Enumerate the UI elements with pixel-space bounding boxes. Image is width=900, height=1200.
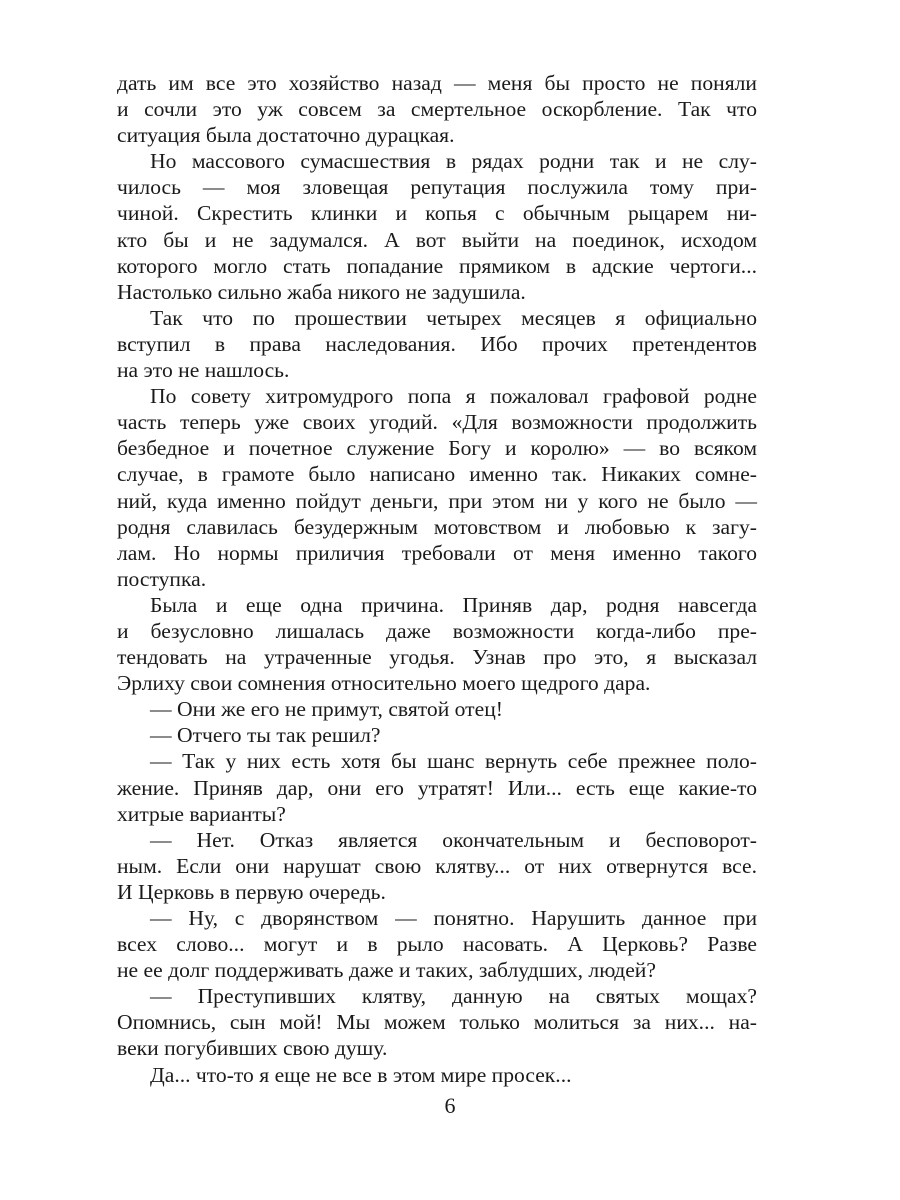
text-line: поступка.: [117, 566, 207, 591]
text-line: родня славилась безудержным мотовством и любовью к загу-: [117, 514, 757, 539]
dialogue-line: — Отчего ты так решил?: [150, 723, 381, 748]
text-line: всех слово... могут и в рыло насовать. А Церковь? Разве: [117, 932, 757, 957]
page-text: [117, 70, 757, 1088]
text-line: По совету хитромудрого попа я пожаловал графовой родне: [150, 384, 757, 409]
dialogue-line: — Преступивших клятву, данную на святых мощах?: [150, 984, 757, 1009]
text-line: ситуация была достаточно дурацкая.: [117, 123, 455, 148]
text-line: тендовать на утраченные угодья. Узнав про это, я высказал: [117, 645, 757, 670]
page-number: 6: [444, 1093, 456, 1118]
text-line: дать им все это хозяйство назад — меня бы просто не поняли: [117, 71, 757, 95]
text-line: веки погубивших свою душу.: [117, 1036, 388, 1061]
text-line: которого могло стать попадание прямиком в адские чертоги...: [117, 253, 757, 278]
text-line: Так что по прошествии четырех месяцев я официально: [150, 305, 757, 330]
dialogue-line: — Так у них есть хотя бы шанс вернуть себе прежнее поло-: [150, 749, 757, 774]
text-line: кто бы и не задумался. А вот выйти на поединок, исходом: [117, 227, 757, 252]
text-line: часть теперь уже своих угодий. «Для возможности продолжить: [117, 410, 757, 435]
text-line: чиной. Скрестить клинки и копья с обычным рыцарем ни-: [117, 201, 757, 226]
text-line: Настолько сильно жаба никого не задушила.: [117, 279, 526, 304]
text-line: и сочли это уж совсем за смертельное оскорбление. Так что: [117, 97, 757, 122]
text-line: Опомнись, сын мой! Мы можем только молиться за них... на-: [117, 1010, 757, 1035]
text-line: и безусловно лишалась даже возможности когда-либо пре-: [117, 618, 757, 643]
text-line: Но массового сумасшествия в рядах родни так и не слу-: [150, 149, 757, 174]
text-line: случае, в грамоте было написано именно так. Никаких сомне-: [117, 462, 757, 487]
text-line: И Церковь в первую очередь.: [117, 879, 386, 904]
dialogue-line: — Они же его не примут, святой отец!: [150, 697, 503, 722]
text-line: на это не нашлось.: [117, 358, 290, 383]
text-line: ным. Если они нарушат свою клятву... от них отвернутся все.: [117, 853, 757, 878]
text-line: чилось — моя зловещая репутация послужила тому при-: [117, 175, 757, 200]
text-line: лам. Но нормы приличия требовали от меня именно такого: [117, 540, 757, 565]
text-line: Была и еще одна причина. Приняв дар, родня навсегда: [150, 592, 757, 617]
text-line: Эрлиху свои сомнения относительно моего щедрого дара.: [117, 671, 651, 696]
dialogue-line: — Нет. Отказ является окончательным и бесповорот-: [150, 827, 757, 852]
text-line: ний, куда именно пойдут деньги, при этом ни у кого не было —: [117, 488, 757, 513]
text-line: безбедное и почетное служение Богу и королю» — во всяком: [117, 436, 757, 461]
text-line: не ее долг поддерживать даже и таких, заблудших, людей?: [117, 958, 656, 983]
text-line: жение. Приняв дар, они его утратят! Или... есть еще какие-то: [117, 775, 757, 800]
text-line: Да... что-то я еще не все в этом мире просек...: [150, 1062, 572, 1087]
dialogue-line: — Ну, с дворянством — понятно. Нарушить данное при: [150, 906, 757, 930]
text-line: хитрые варианты?: [117, 801, 286, 826]
text-line: вступил в права наследования. Ибо прочих претендентов: [117, 331, 757, 356]
